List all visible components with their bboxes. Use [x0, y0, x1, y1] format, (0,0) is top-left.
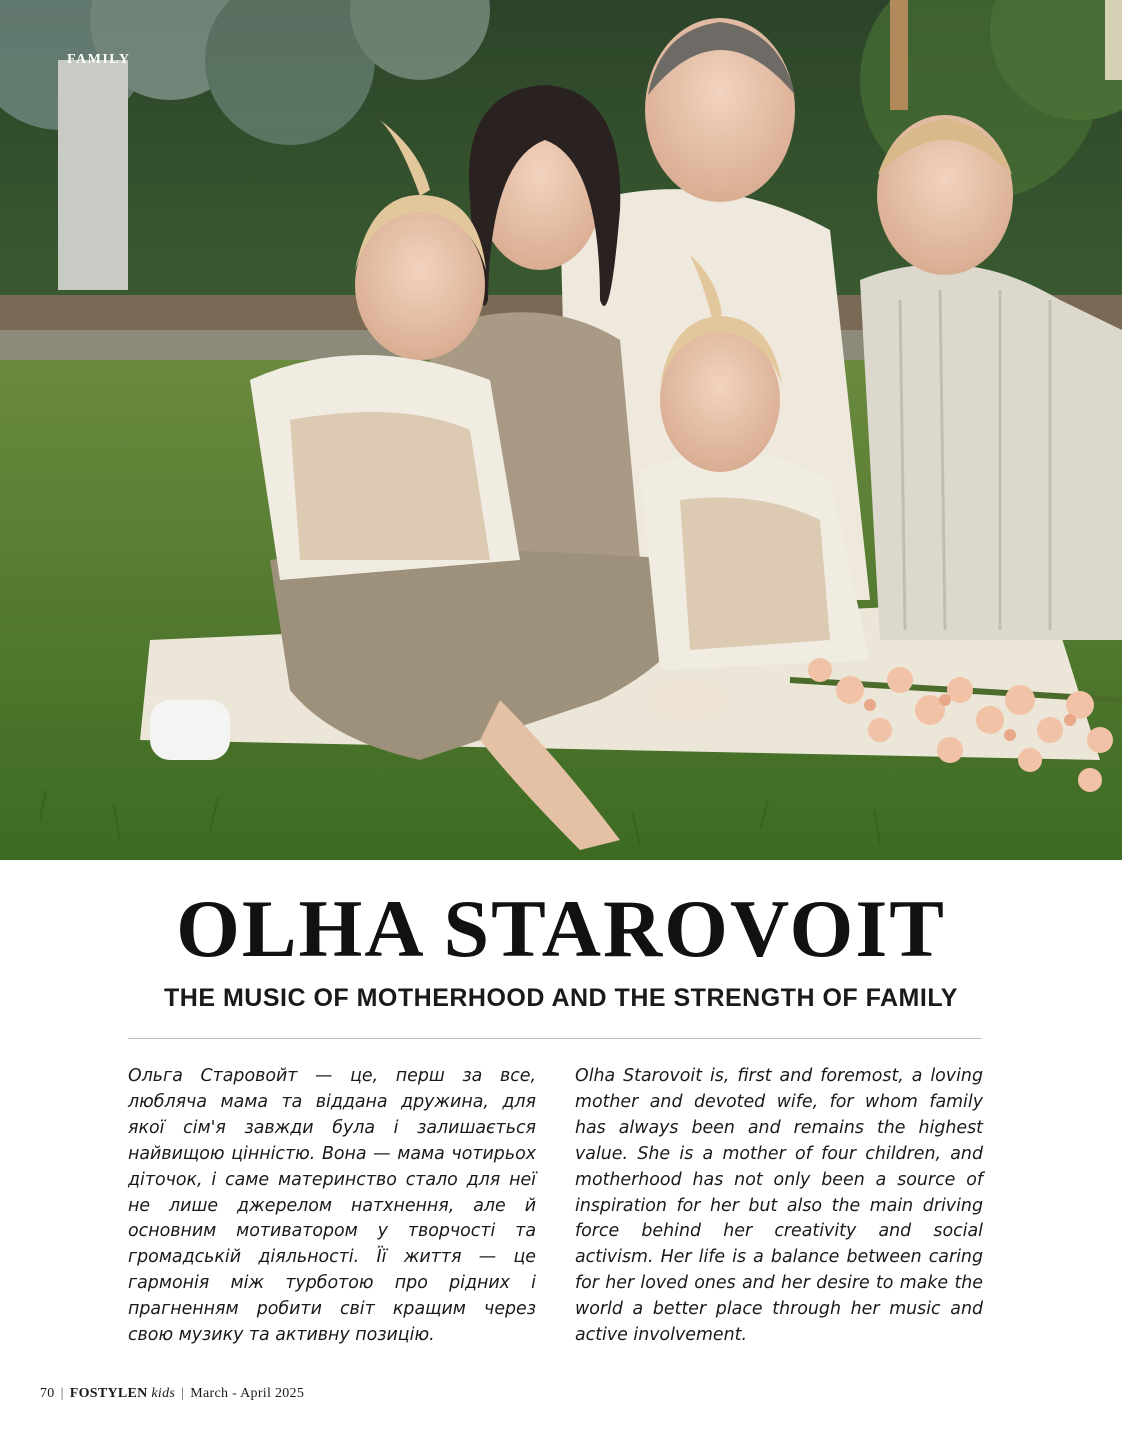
- body-text-english: Olha Starovoit is, first and foremost, a loving mother and devoted wife, for whom family has always been and remains the highest value. She is a mother of four children, and motherhood has not only been a source of inspiration for her but also the main driving force behind her creativity and social activism. Her life is a balance between caring for her loved ones and her desire to make the world a better place through her music and active involvement.: [575, 1066, 983, 1346]
- section-label: FAMILY: [67, 52, 131, 67]
- magazine-name: FOSTYLEN: [69, 1386, 148, 1401]
- article-subtitle: THE MUSIC OF MOTHERHOOD AND THE STRENGTH OF FAMILY: [164, 984, 958, 1012]
- tree-trunk: [58, 60, 128, 290]
- title-divider: [128, 1038, 982, 1039]
- page-footer: [40, 1386, 304, 1402]
- magazine-suffix: kids: [151, 1386, 176, 1401]
- page-number: 70: [40, 1386, 55, 1401]
- article-title: OLHA STAROVOIT: [176, 883, 946, 974]
- issue-date: March - April 2025: [190, 1386, 305, 1401]
- footer-separator: |: [181, 1386, 185, 1401]
- footer-separator: |: [60, 1386, 64, 1401]
- body-text-ukrainian: Ольга Старовойт — це, перш за все, любляча мама та віддана дружина, для якої сім'я завжди була і залишається найвищою цінністю. Вона — мама чотирьох діточок, і саме материнство стало для неї не лише джерелом натхнення, але й основним мотиватором у творчості та громадській діяльності. Її життя — це гармонія між турботою про рідних і прагненням робити світ кращим через свою музику та активну позицію.: [128, 1066, 536, 1346]
